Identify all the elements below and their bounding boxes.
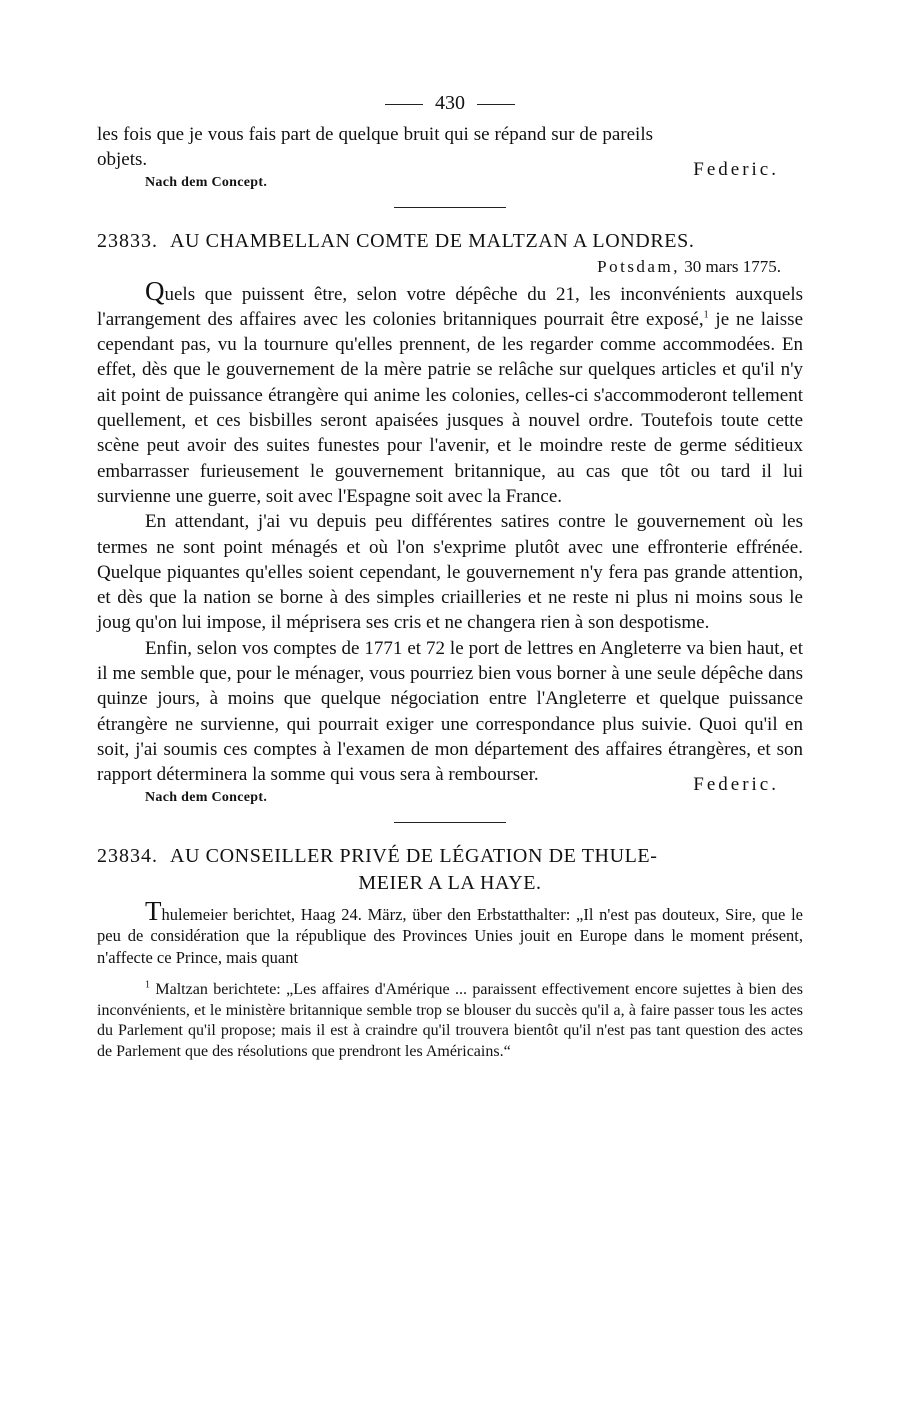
signature: Federic. xyxy=(693,773,779,795)
letter-heading-23833 xyxy=(97,228,803,255)
drop-cap: Q xyxy=(145,275,165,306)
source-note: Nach dem Concept. xyxy=(145,174,268,190)
section-divider xyxy=(394,822,506,823)
footnote-marker: 1 xyxy=(703,309,709,321)
dateline-place: Potsdam, xyxy=(597,256,680,276)
paragraph-text: uels que puissent être, selon votre dépêche du 21, les inconvénients auxquels l'arrangement des affaires avec les colonies britanniques pourrait être exposé, xyxy=(97,283,803,330)
signoff-2 xyxy=(97,773,803,814)
paragraph-text: je ne laisse cependant pas, vu la tournure qu'elles prennent, de les regarder comme accommodées. En effet, dès que le gouvernement de la mère patrie se relâche sur quelques articles et qu'il n'y ait point de puissance étrangère qui anime les colonies, celles-ci s'accommoderont tellement quellement, et ces bisbilles seront apaisées jusques à nouvel ordre. Toutefois toute cette scène peut avoir des suites funestes pour l'avenir, et le moindre reste de germe séditieux embarrasser furieusement le gouvernement britannique, au cas que tôt ou tard il lui survienne une guerre, soit avec l'Espagne soit avec la France. xyxy=(97,308,804,507)
letter-intro xyxy=(97,895,803,969)
signoff-1 xyxy=(97,158,803,199)
dateline xyxy=(97,255,803,279)
paragraph-text: Maltzan berichtete: „Les affaires d'Amérique ... paraissent effectivement encore sujettes à bien des inconvénients, et le ministère britannique semble trop se blouser du succès qu'il a, à faire passer tous les actes du Parlement qu'il propose; mais il est à craindre qu'il trouvera bientôt qu'il n'est pas tant question des actes de Parlement que des résolutions que prendront les Américains.“ xyxy=(97,981,804,1060)
footnote-marker: 1 xyxy=(145,979,150,991)
page-number: 430 xyxy=(435,92,465,114)
page-header xyxy=(97,88,803,118)
continuation-paragraph: les fois que je vous fais part de quelque bruit qui se répand sur de pareils objets. xyxy=(97,124,653,171)
source-note: Nach dem Concept. xyxy=(145,789,268,805)
letter-addressee: AU CONSEILLER PRIVÉ DE LÉGATION DE THULE- xyxy=(170,844,658,867)
letter-number: 23833. xyxy=(97,229,158,252)
header-dash-right xyxy=(477,104,515,105)
paragraph-text: hulemeier berichtet, Haag 24. März, über den Erbstatthalter: „Il n'est pas douteux, Sire, que le peu de considération que la république des Provinces Unies jouit en Europe dans le moment présent, n'affecte ce Prince, mais quant xyxy=(97,904,803,967)
signature: Federic. xyxy=(693,158,779,180)
header-dash-left xyxy=(385,104,423,105)
footnote xyxy=(97,980,803,1062)
dateline-date: 30 mars 1775. xyxy=(684,256,781,276)
letter-addressee-cont: MEIER A LA HAYE. xyxy=(358,871,542,894)
letter-paragraph-2: En attendant, j'ai vu depuis peu différentes satires contre le gouvernement où les termes ne sont point ménagés et où l'on s'exprime plutôt avec une effronterie effrénée. Quelque piquantes qu'elles soient cependant, le gouvernement n'y fera pas grande attention, et dès que la nation se borne à des simples criailleries et ne reste ni plus ni moins sous le joug qu'on lui impose, il méprisera ses cris et ne changera rien à son despotisme. xyxy=(97,511,803,634)
letter-addressee: AU CHAMBELLAN COMTE DE MALTZAN A LONDRES. xyxy=(170,229,695,252)
drop-cap: T xyxy=(145,895,162,926)
document-page xyxy=(97,88,803,1062)
section-divider xyxy=(394,207,506,208)
letter-heading-23834 xyxy=(97,843,803,897)
letter-number: 23834. xyxy=(97,844,158,867)
intro-paragraph xyxy=(97,895,803,969)
footnote-text xyxy=(97,980,803,1062)
letter-paragraph-1 xyxy=(97,275,804,510)
letter-paragraph-3: Enfin, selon vos comptes de 1771 et 72 le port de lettres en Angleterre va bien haut, et il me semble que, pour le ménager, vous pourriez bien vous borner à une seule dépêche dans quinze jours, à moins que quelque négociation entre l'Angleterre et quelque puissance étrangère ne survienne, qui pourrait exiger une correspondance plus suivie. Quoi qu'il en soit, j'ai soumis ces comptes à l'examen de mon département des affaires étrangères, et son rapport déterminera la somme qui vous sera à rembourser. xyxy=(97,637,803,786)
